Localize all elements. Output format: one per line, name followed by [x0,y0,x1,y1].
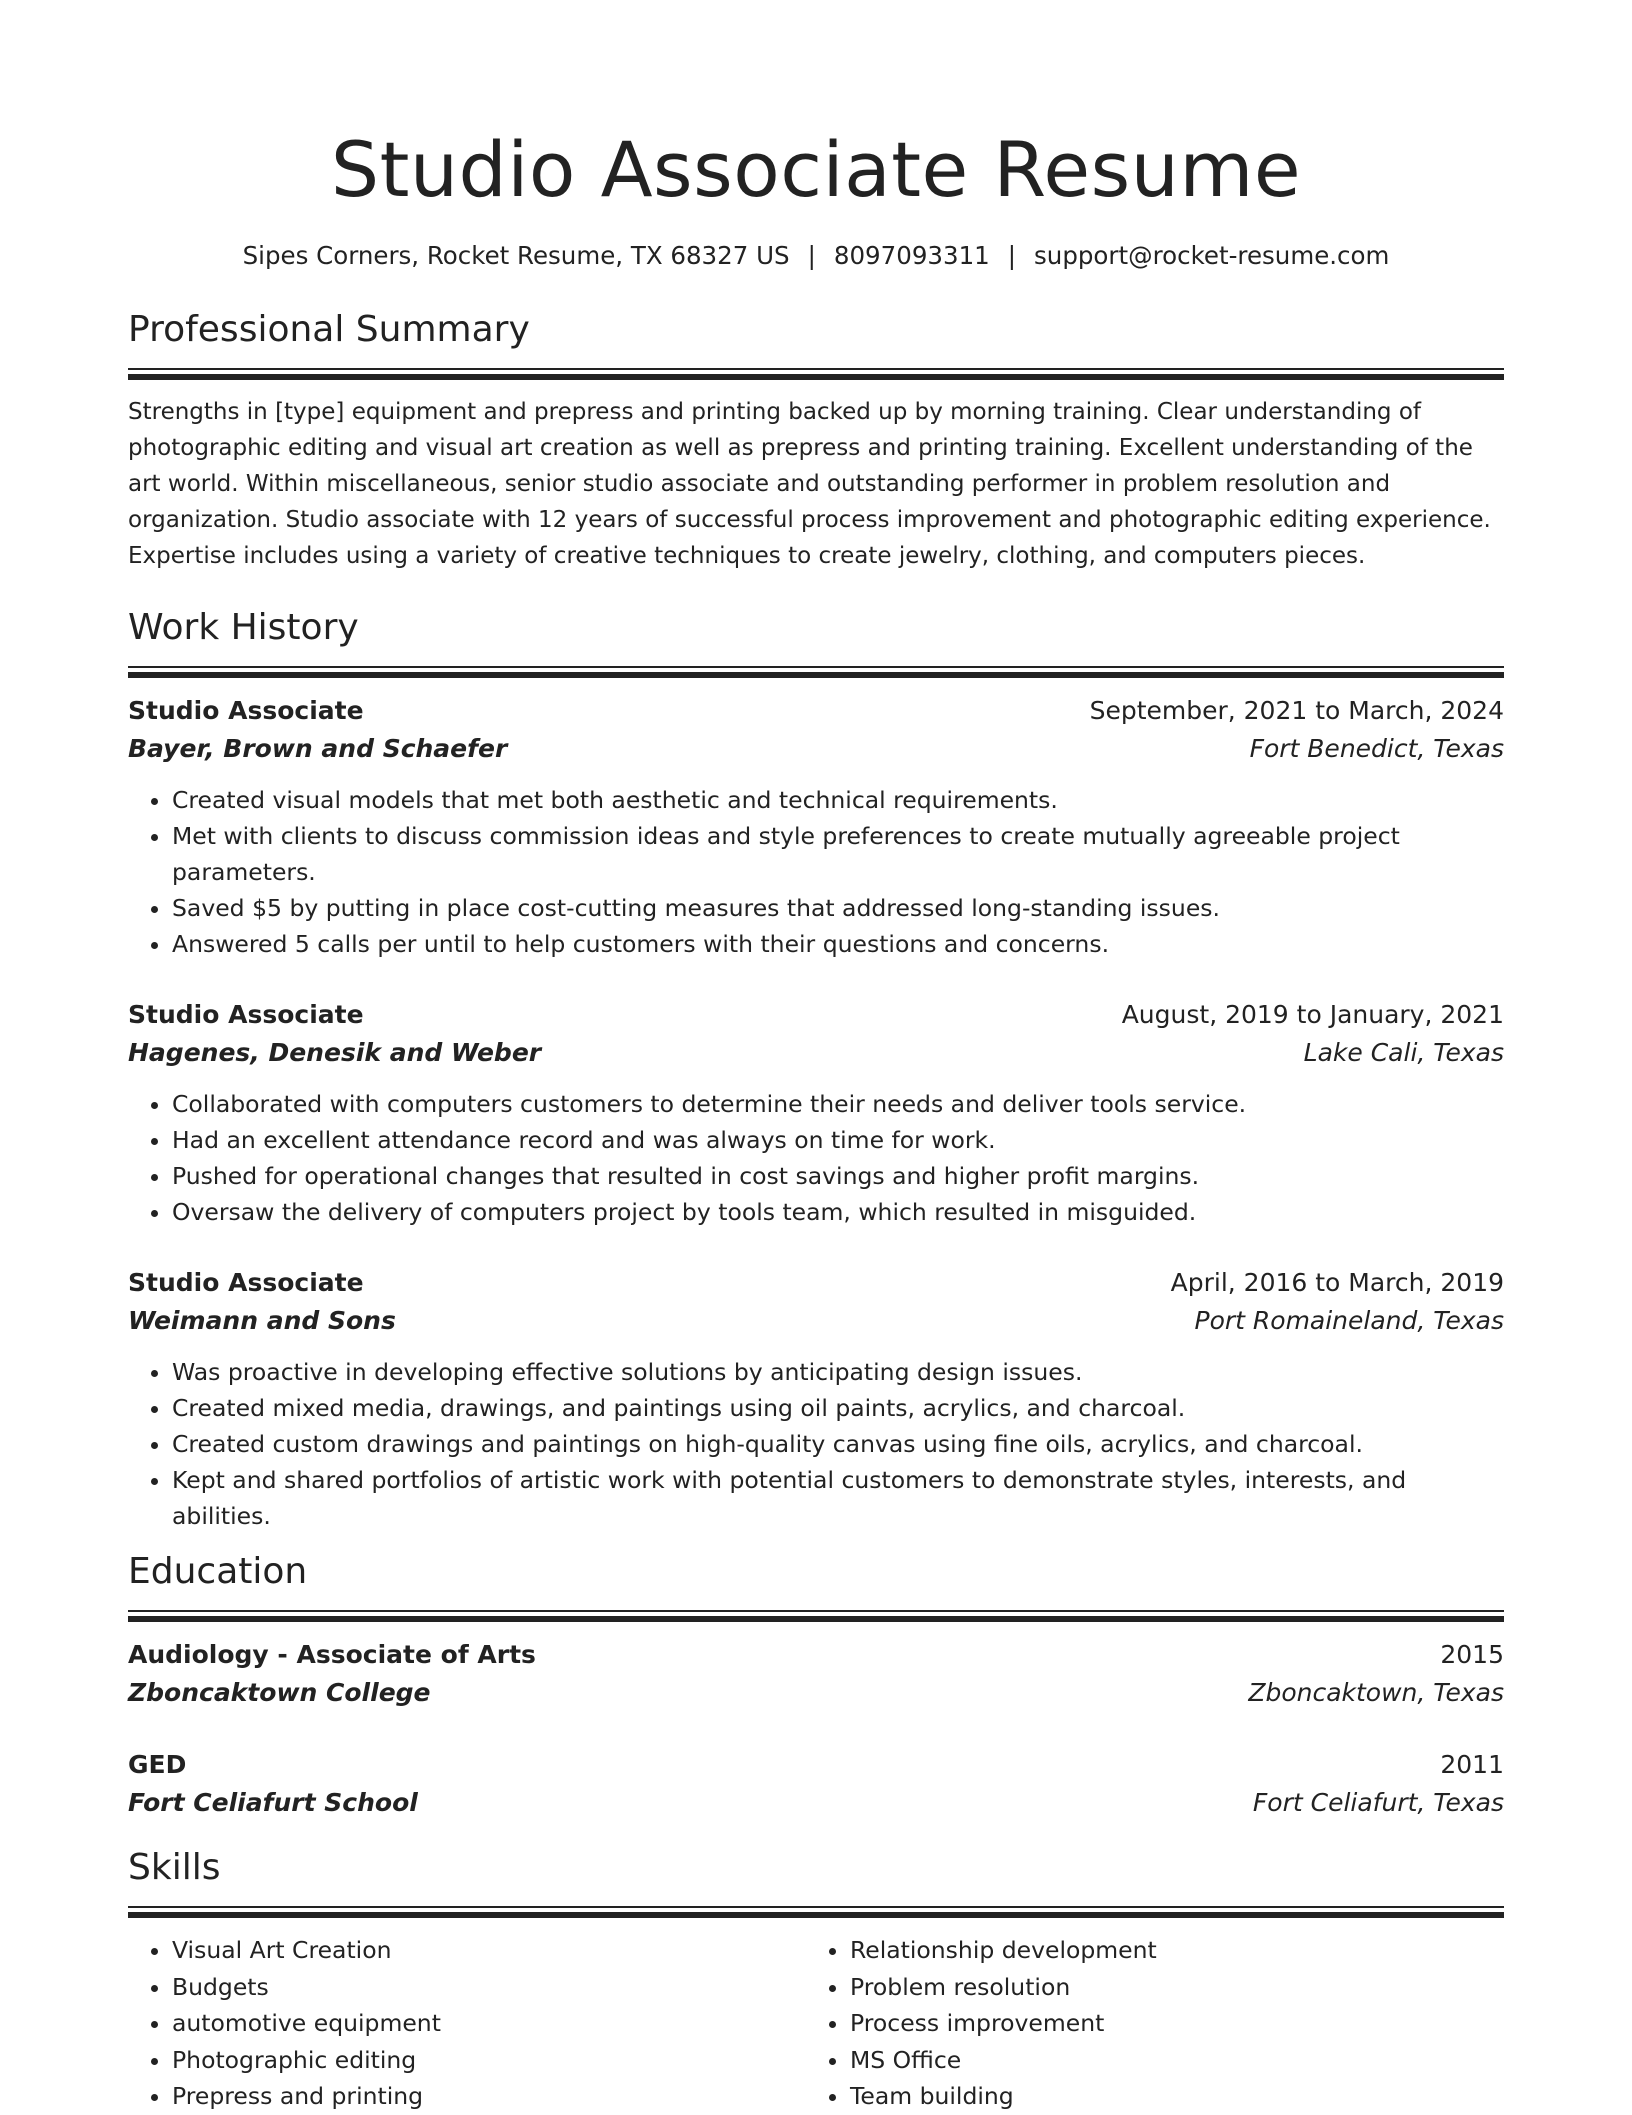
section-divider [128,1906,1504,1918]
resume-title: Studio Associate Resume [330,125,1302,214]
job-entry [128,996,1504,1230]
list-item: • Process improvement [850,2005,1484,2042]
job-company: Weimann and Sons [128,1306,396,1335]
skills-section [128,1844,1504,2115]
job-role: Studio Associate [128,1000,364,1029]
job-company-row [128,1302,1504,1340]
education-degree: GED [128,1750,187,1779]
education-year: 2011 [1440,1750,1504,1779]
job-company: Hagenes, Denesik and Weber [128,1038,542,1067]
education-school-row [128,1784,1504,1822]
job-entry [128,1264,1504,1534]
summary-section [128,306,1504,574]
contact-address: Sipes Corners, Rocket Resume, TX 68327 US [242,241,790,270]
list-item: • Collaborated with computers customers to determine their needs and deliver tools service. [172,1086,1504,1122]
summary-text: Strengths in [type] equipment and prepress and printing backed up by morning training. Clear understanding of photographic editing and visual art creation as well as prepress and printing training. Excellent understanding of the art world. Within miscellaneous, senior studio associate and outstanding performer in problem resolution and organization. Studio associate with 12 years of successful process improvement and photographic editing experience. Expertise includes using a variety of creative techniques to create jewelry, clothing, and computers pieces. [128,399,1491,569]
job-location: Port Romaineland, Texas [1194,1306,1504,1335]
job-location: Fort Benedict, Texas [1249,734,1504,763]
job-company-row [128,1034,1504,1072]
list-item: • Prepress and printing [172,2078,806,2115]
job-role: Studio Associate [128,1268,364,1297]
section-title-summary: Professional Summary [128,309,530,350]
list-item: • Created mixed media, drawings, and paintings using oil paints, acrylics, and charcoal. [172,1390,1504,1426]
list-item: • Team building [850,2078,1484,2115]
contact-phone: 8097093311 [833,241,990,270]
list-item: • Oversaw the delivery of computers project by tools team, which resulted in misguided. [172,1194,1504,1230]
list-item: • Problem resolution [850,1969,1484,2006]
section-title-skills: Skills [128,1847,221,1888]
section-title-education: Education [128,1551,308,1592]
job-bullets [128,1086,1504,1230]
list-item: • Had an excellent attendance record and was always on time for work. [172,1122,1504,1158]
education-year: 2015 [1440,1640,1504,1669]
job-company-row [128,730,1504,768]
list-item: • Photographic editing [172,2042,806,2079]
job-header-row [128,996,1504,1034]
list-item: • Budgets [172,1969,806,2006]
job-header-row [128,1264,1504,1302]
list-item: • Created custom drawings and paintings on high-quality canvas using fine oils, acrylics, and charcoal. [172,1426,1504,1462]
skills-list-left [128,1932,806,2115]
list-item: • MS Office [850,2042,1484,2079]
education-header-row [128,1636,1504,1674]
contact-separator: | [807,241,816,270]
job-dates: September, 2021 to March, 2024 [1089,696,1504,725]
list-item: • Saved $5 by putting in place cost-cutting measures that addressed long-standing issues. [172,890,1504,926]
job-dates: April, 2016 to March, 2019 [1170,1268,1504,1297]
education-school: Zboncaktown College [128,1678,431,1707]
job-role: Studio Associate [128,696,364,725]
section-title-work-history: Work History [128,607,359,648]
job-location: Lake Cali, Texas [1303,1038,1504,1067]
education-header-row [128,1746,1504,1784]
list-item: • Met with clients to discuss commission ideas and style preferences to create mutually agreeable project parameters. [172,818,1504,890]
job-bullets [128,782,1504,962]
list-item: • Pushed for operational changes that resulted in cost savings and higher profit margins. [172,1158,1504,1194]
education-degree: Audiology - Associate of Arts [128,1640,536,1669]
education-section [128,1548,1504,1822]
list-item: • Kept and shared portfolios of artistic work with potential customers to demonstrate styles, interests, and abilities. [172,1462,1504,1534]
list-item: • Created visual models that met both aesthetic and technical requirements. [172,782,1504,818]
education-entry [128,1746,1504,1822]
contact-line [128,238,1504,274]
list-item: • automotive equipment [172,2005,806,2042]
skills-list-right [806,1932,1484,2115]
education-location: Zboncaktown, Texas [1248,1678,1504,1707]
education-location: Fort Celiafurt, Texas [1252,1788,1504,1817]
work-history-section [128,604,1504,1534]
resume-page [128,0,1504,2115]
job-entry [128,692,1504,962]
list-item: • Visual Art Creation [172,1932,806,1969]
job-company: Bayer, Brown and Schaefer [128,734,508,763]
contact-email: support@rocket-resume.com [1034,241,1390,270]
list-item: • Answered 5 calls per until to help customers with their questions and concerns. [172,926,1504,962]
job-bullets [128,1354,1504,1534]
section-divider [128,666,1504,678]
list-item: • Relationship development [850,1932,1484,1969]
education-school: Fort Celiafurt School [128,1788,418,1817]
list-item: • Was proactive in developing effective solutions by anticipating design issues. [172,1354,1504,1390]
job-dates: August, 2019 to January, 2021 [1121,1000,1504,1029]
education-school-row [128,1674,1504,1712]
contact-separator: | [1007,241,1017,270]
education-entry [128,1636,1504,1712]
job-header-row [128,692,1504,730]
section-divider [128,368,1504,380]
skills-columns [128,1932,1504,2115]
section-divider [128,1610,1504,1622]
